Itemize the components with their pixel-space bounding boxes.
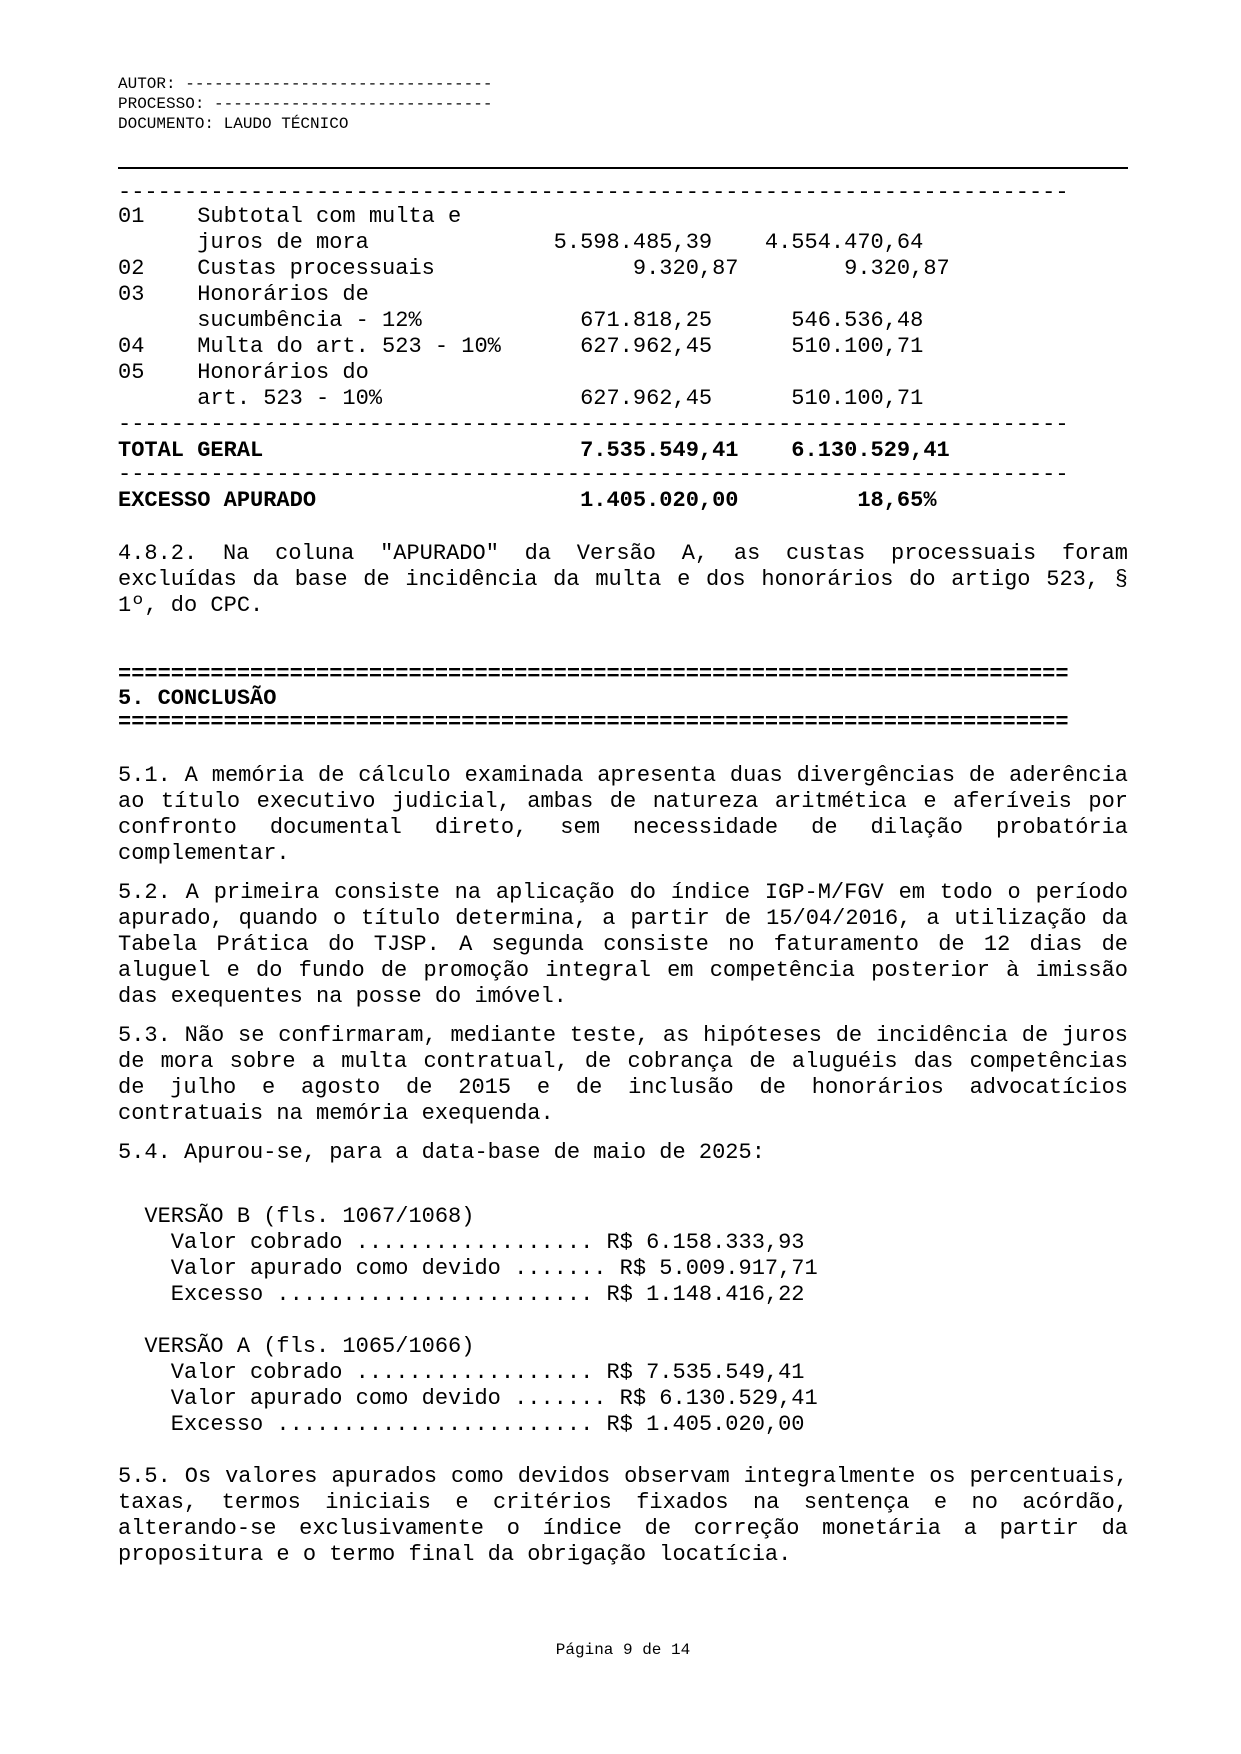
paragraph-5-4: 5.4. Apurou-se, para a data-base de maio de 2025: [118, 1140, 765, 1165]
paragraph-4-8-2: 4.8.2. Na coluna "APURADO" da Versão A, as custas processuais foram excluídas da base de incidência da multa e dos honorários do artigo 523, § 1º, do CPC. [118, 541, 1128, 618]
section-rule-bottom: ======================================================================== [118, 710, 1069, 735]
section-title: 5. CONCLUSÃO [118, 686, 277, 711]
paragraph-5-1: 5.1. A memória de cálculo examinada apresenta duas divergências de aderência ao título executivo judicial, ambas de natureza aritmética e aferíveis por confronto documental direto, sem necessidade de dilação probatória complementar. [118, 763, 1128, 866]
table-row: art. 523 - 10% 627.962,45 510.100,71 [118, 386, 924, 411]
table-excess-row: EXCESSO APURADO 1.405.020,00 18,65% [118, 488, 937, 513]
section-rule-top: ======================================================================== [118, 662, 1069, 687]
header-divider [118, 167, 1128, 169]
table-dash-line: ------------------------------------------------------------------------ [118, 180, 1069, 205]
table-dash-line: ------------------------------------------------------------------------ [118, 462, 1069, 487]
table-row: 02 Custas processuais 9.320,87 9.320,87 [118, 256, 950, 281]
page-number: Página 9 de 14 [555, 1641, 691, 1659]
table-row: sucumbência - 12% 671.818,25 546.536,48 [118, 308, 924, 333]
paragraph-5-2: 5.2. A primeira consiste na aplicação do índice IGP-M/FGV em todo o período apurado, quando o título determina, a partir de 15/04/2016, a utilização da Tabela Prática do TJSP. A segunda consiste no faturamento de 12 dias de aluguel e do fundo de promoção integral em competência posterior à imissão das exequentes na posse do imóvel. [118, 880, 1128, 1009]
paragraph-5-3: 5.3. Não se confirmaram, mediante teste, as hipóteses de incidência de juros de mora sobre a multa contratual, de cobrança de aluguéis das competências de julho e agosto de 2015 e de inclusão de honorários advocatícios contratuais na memória exequenda. [118, 1023, 1128, 1126]
table-row: juros de mora 5.598.485,39 4.554.470,64 [118, 230, 924, 255]
versao-b-line: Valor apurado como devido ....... R$ 5.009.917,71 [118, 1256, 818, 1281]
versao-a-line: Valor cobrado .................. R$ 7.535.549,41 [118, 1360, 805, 1385]
versao-a-line: Excesso ........................ R$ 1.405.020,00 [118, 1412, 805, 1437]
table-row: 05 Honorários do [118, 360, 369, 385]
header-documento: DOCUMENTO: LAUDO TÉCNICO [118, 115, 349, 133]
header-autor: AUTOR: -------------------------------- [118, 75, 493, 93]
paragraph-5-5: 5.5. Os valores apurados como devidos observam integralmente os percentuais, taxas, termos iniciais e critérios fixados na sentença e no acórdão, alterando-se exclusivamente o índice de correção monetária a partir da propositura e o termo final da obrigação locatícia. [118, 1464, 1128, 1567]
table-row: 03 Honorários de [118, 282, 369, 307]
versao-b-line: Valor cobrado .................. R$ 6.158.333,93 [118, 1230, 805, 1255]
header-processo: PROCESSO: ----------------------------- [118, 95, 493, 113]
table-row: 01 Subtotal com multa e [118, 204, 462, 229]
table-row: 04 Multa do art. 523 - 10% 627.962,45 510.100,71 [118, 334, 924, 359]
versao-a-title: VERSÃO A (fls. 1065/1066) [118, 1334, 475, 1359]
versao-b-title: VERSÃO B (fls. 1067/1068) [118, 1204, 475, 1229]
versao-b-line: Excesso ........................ R$ 1.148.416,22 [118, 1282, 805, 1307]
table-total-row: TOTAL GERAL 7.535.549,41 6.130.529,41 [118, 438, 950, 463]
versao-a-line: Valor apurado como devido ....... R$ 6.130.529,41 [118, 1386, 818, 1411]
table-dash-line: ------------------------------------------------------------------------ [118, 412, 1069, 437]
